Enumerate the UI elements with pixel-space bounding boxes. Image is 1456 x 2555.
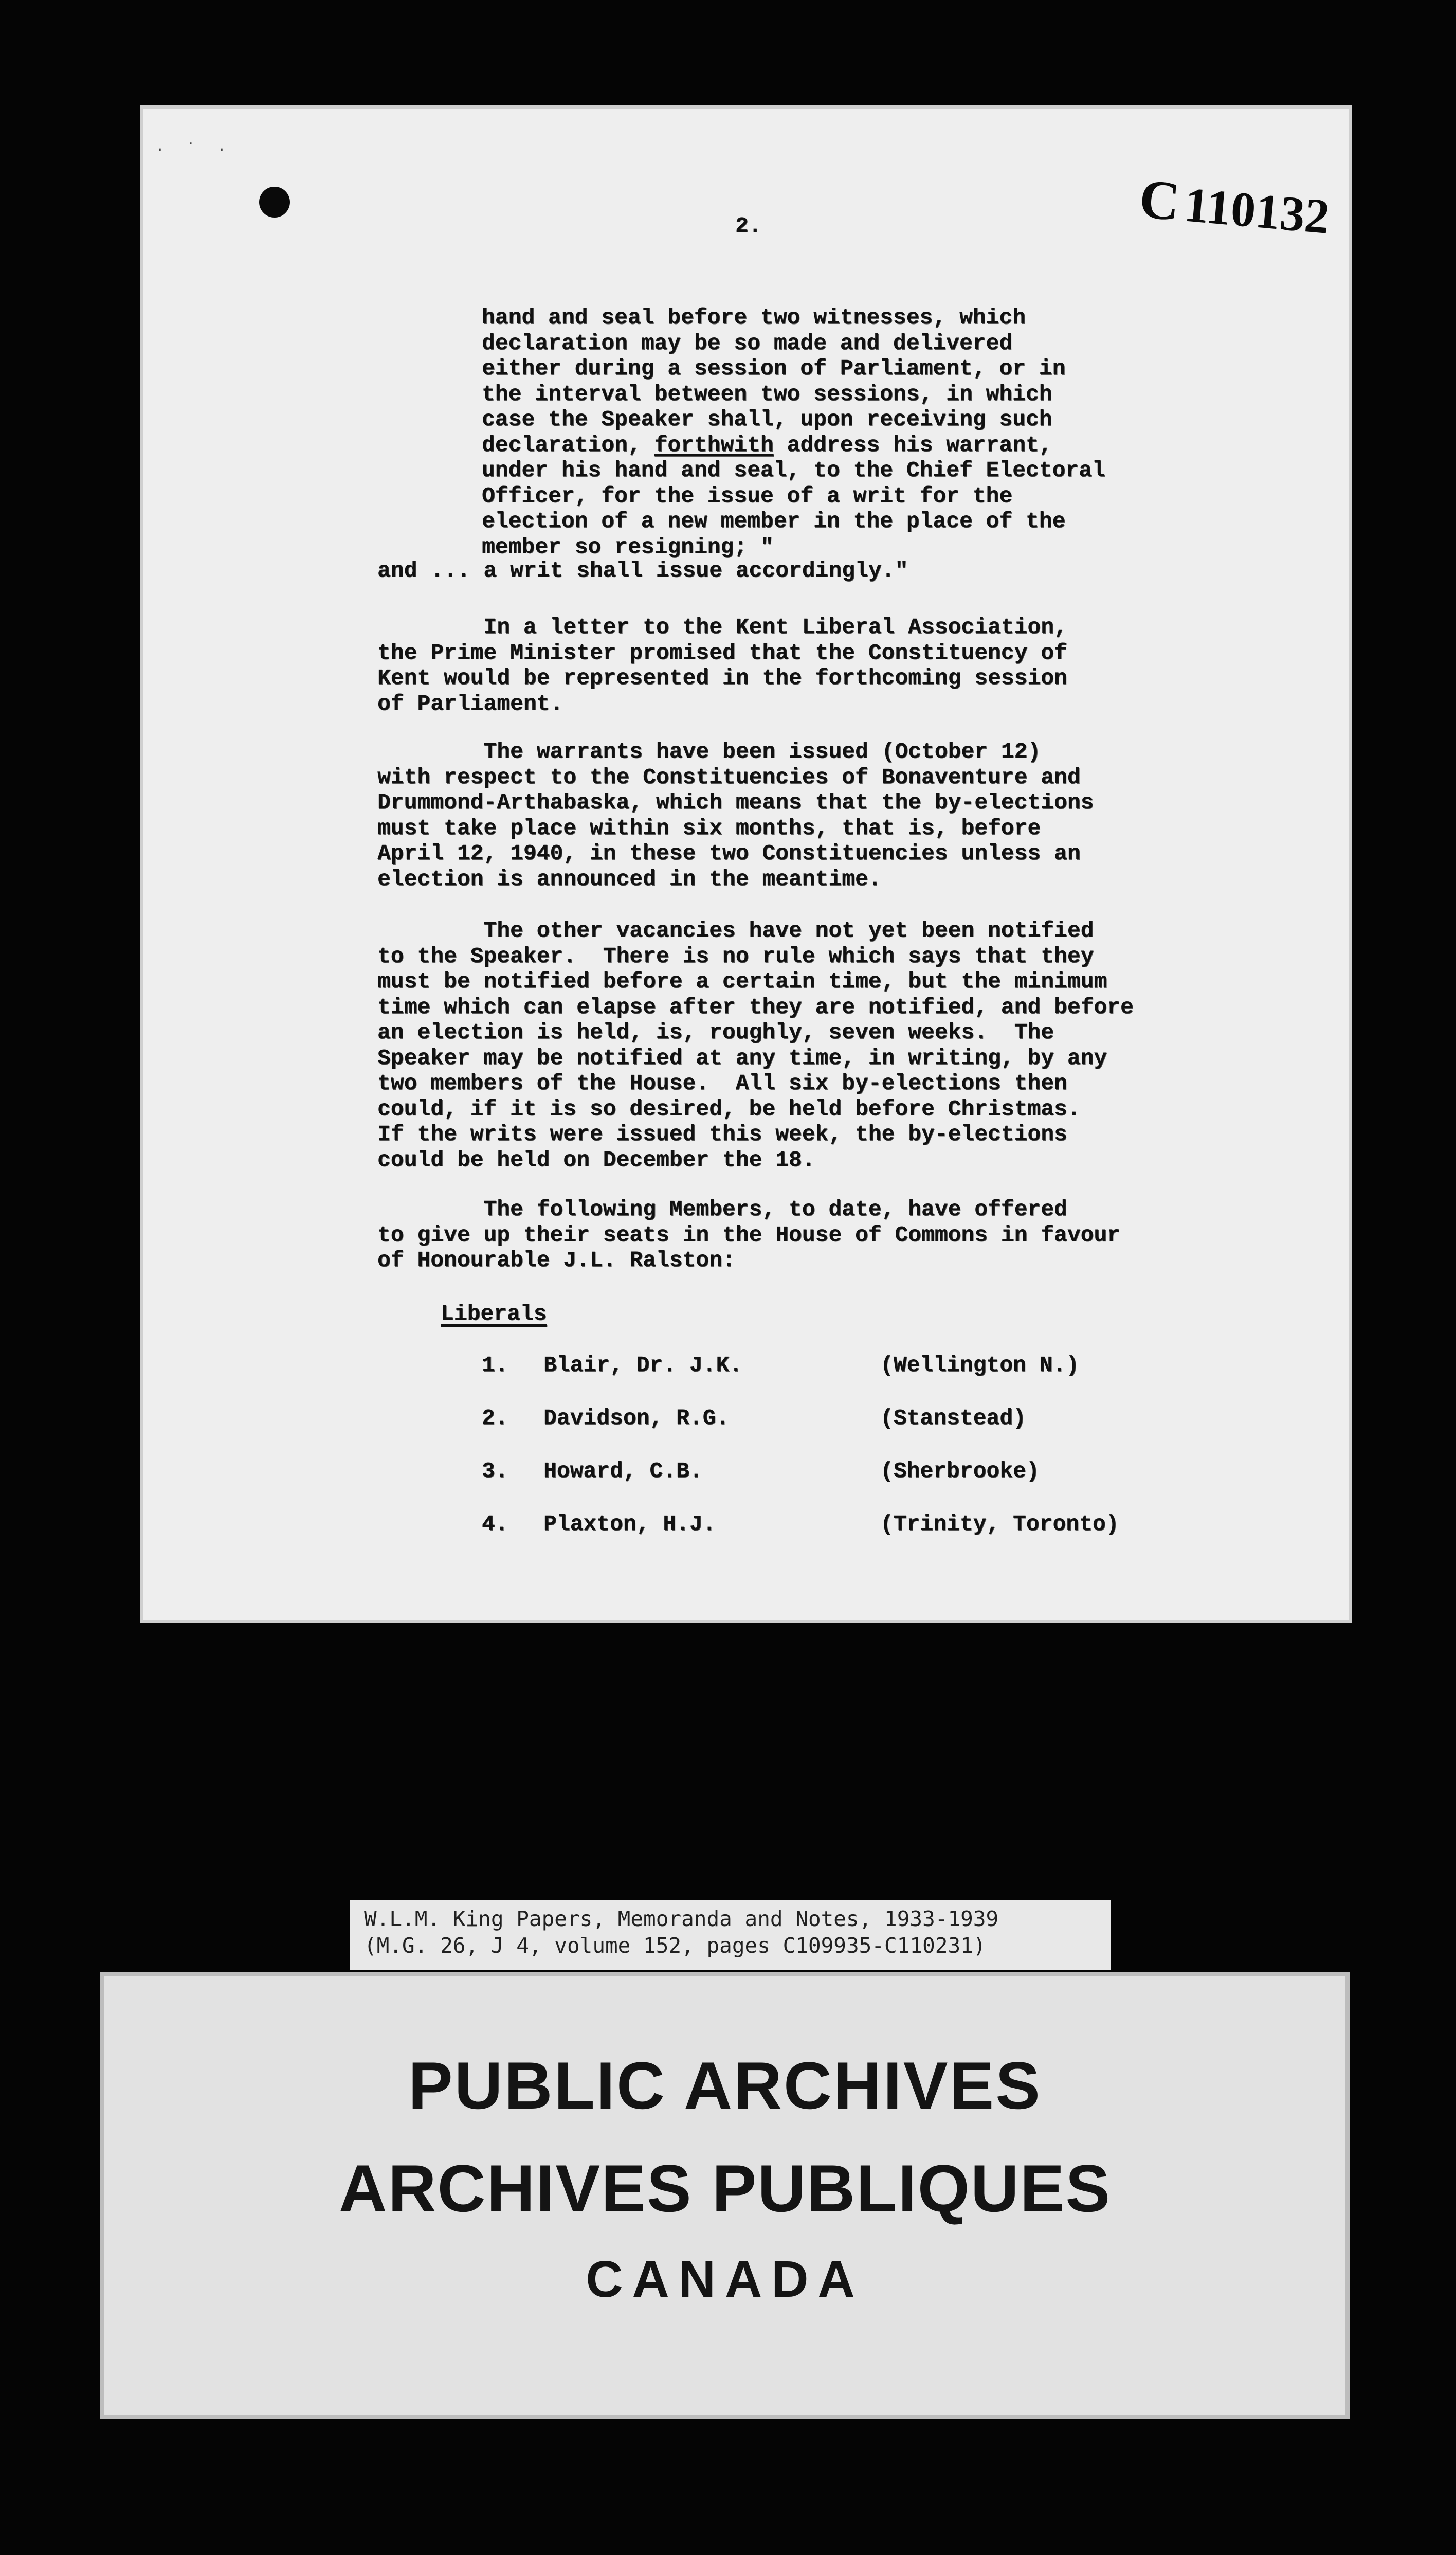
archives-country: CANADA xyxy=(586,2251,864,2308)
paragraph-warrants: The warrants have been issued (October 12) with respect to the Constituencies of Bonaventure and Drummond-Arthabaska, which means that the by-elections must take place within six months, that is, before April 12, 1940, in these two Constituencies unless an election is announced in the meantime. xyxy=(377,739,1094,892)
quoted-passage-start: hand and seal before two witnesses, which declaration may be so made and delivered either during a session of Parliament, or in the interval between two sessions, in which case the Speaker shall, upon receiving such declaration, xyxy=(482,305,1066,458)
paragraph-vacancies: The other vacancies have not yet been notified to the Speaker. There is no rule which says that they must be notified before a certain time, but the minimum time which can elapse after they are notified, and before an election is held, is, roughly, seven weeks. The Speaker may be notified at any time, in writing, by any two members of the House. All six by-elections then could, if it is so desired, be held before Christmas. If the writs were issued this week, the by-elections could be held on December the 18. xyxy=(377,918,1134,1173)
member-riding: (Wellington N.) xyxy=(880,1353,1080,1378)
archives-card xyxy=(100,1972,1350,2419)
paragraph-kent: In a letter to the Kent Liberal Association, the Prime Minister promised that the Constituency of Kent would be represented in the forthcoming session of Parliament. xyxy=(377,615,1067,716)
stamp-prefix: C xyxy=(1137,168,1182,233)
paragraph-members-offered: The following Members, to date, have offered to give up their seats in the House of Commons in favour of Honourable J.L. Ralston: xyxy=(377,1197,1121,1273)
stamp-number: 110132 xyxy=(1182,176,1332,244)
reference-line-volume: (M.G. 26, J 4, volume 152, pages C109935-C110231) xyxy=(364,1933,986,1958)
archives-title-french: ARCHIVES PUBLIQUES xyxy=(338,2151,1112,2226)
reference-line-collection: W.L.M. King Papers, Memoranda and Notes, 1933-1939 xyxy=(364,1906,999,1931)
archive-stamp xyxy=(1137,167,1332,247)
member-number: 3. xyxy=(482,1459,508,1484)
member-name: Howard, C.B. xyxy=(543,1459,703,1484)
member-name: Davidson, R.G. xyxy=(543,1406,730,1431)
member-riding: (Stanstead) xyxy=(880,1406,1026,1431)
member-number: 4. xyxy=(482,1512,508,1537)
archives-title-english: PUBLIC ARCHIVES xyxy=(408,2048,1042,2123)
member-riding: (Trinity, Toronto) xyxy=(880,1512,1119,1537)
punch-hole xyxy=(259,187,290,218)
quoted-passage xyxy=(482,305,1105,560)
page-number: 2. xyxy=(735,213,762,239)
member-name: Blair, Dr. J.K. xyxy=(543,1353,743,1378)
member-riding: (Sherbrooke) xyxy=(880,1459,1040,1484)
underlined-word: forthwith xyxy=(654,432,774,458)
member-number: 2. xyxy=(482,1406,508,1431)
section-heading-liberals: Liberals xyxy=(441,1301,547,1326)
quoted-passage-rest: address his warrant, under his hand and seal, to the Chief Electoral Officer, for the issue of a writ for the election of a new member in the place of the member so resigning; " xyxy=(482,432,1105,560)
reference-label xyxy=(350,1900,1111,1970)
member-name: Plaxton, H.J. xyxy=(543,1512,716,1537)
member-number: 1. xyxy=(482,1353,508,1378)
paper-specks: · ˙ · xyxy=(155,141,233,159)
typed-document-page xyxy=(140,105,1352,1623)
quoted-passage-end: and ... a writ shall issue accordingly." xyxy=(377,558,908,583)
